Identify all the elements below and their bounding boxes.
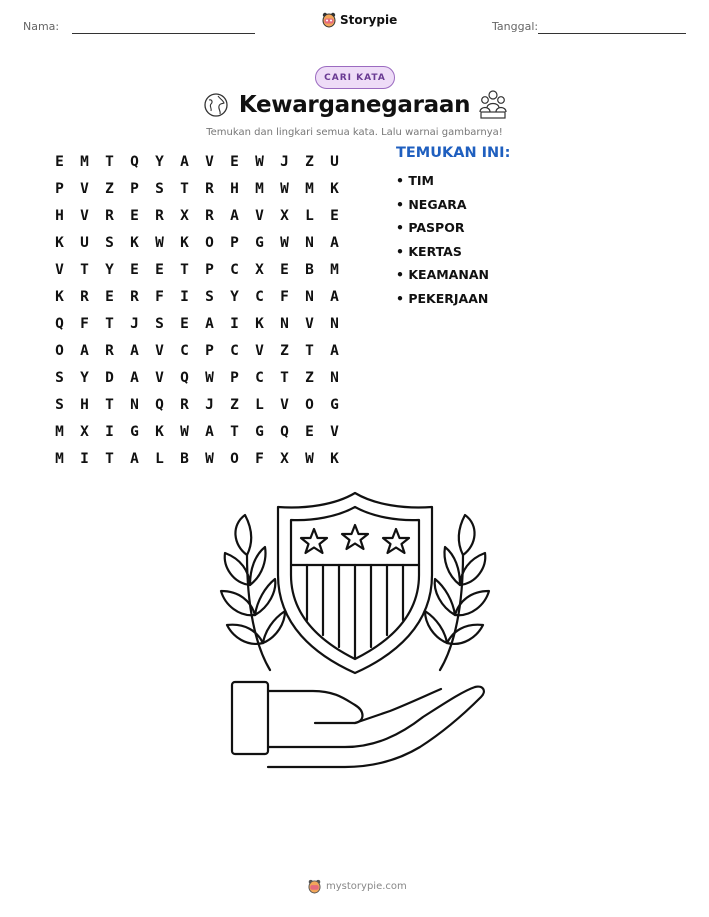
- grid-letter: A: [330, 234, 339, 251]
- grid-letter: N: [305, 288, 314, 305]
- grid-letter: M: [255, 180, 264, 197]
- grid-letter: T: [105, 396, 114, 413]
- grid-letter: P: [205, 342, 214, 359]
- grid-letter: Y: [80, 369, 89, 386]
- storypie-logo-icon: [322, 12, 336, 28]
- grid-letter: R: [105, 342, 114, 359]
- grid-row: [47, 391, 347, 418]
- grid-letter: S: [55, 396, 64, 413]
- grid-letter: A: [130, 342, 139, 359]
- grid-letter: Z: [280, 342, 289, 359]
- word-list-title: TEMUKAN INI:: [396, 145, 511, 161]
- grid-letter: E: [180, 315, 189, 332]
- grid-letter: C: [180, 342, 189, 359]
- grid-letter: B: [180, 450, 189, 467]
- grid-letter: O: [205, 234, 214, 251]
- grid-letter: V: [155, 342, 164, 359]
- grid-letter: A: [130, 450, 139, 467]
- grid-letter: P: [230, 234, 239, 251]
- grid-letter: W: [255, 153, 264, 170]
- word-list-item: • KEAMANAN: [396, 267, 489, 282]
- name-label: Nama:: [23, 20, 60, 33]
- grid-letter: X: [255, 261, 264, 278]
- grid-letter: P: [130, 180, 139, 197]
- grid-row: [47, 229, 347, 256]
- grid-letter: Q: [180, 369, 189, 386]
- grid-letter: Q: [155, 396, 164, 413]
- grid-letter: K: [330, 450, 339, 467]
- grid-letter: S: [155, 315, 164, 332]
- word-list-item: • KERTAS: [396, 243, 462, 259]
- grid-letter: S: [205, 288, 214, 305]
- grid-letter: E: [105, 288, 114, 305]
- grid-letter: I: [105, 423, 114, 440]
- grid-letter: E: [280, 261, 289, 278]
- grid-letter: R: [205, 207, 214, 224]
- grid-letter: W: [205, 450, 214, 467]
- grid-letter: Z: [305, 153, 314, 170]
- word-list-item: • TIM: [396, 173, 434, 188]
- grid-row: [47, 337, 347, 364]
- grid-letter: G: [255, 423, 264, 440]
- grid-letter: U: [80, 234, 89, 251]
- grid-letter: V: [330, 423, 339, 440]
- grid-row: [47, 418, 347, 445]
- grid-letter: K: [255, 315, 264, 332]
- grid-letter: X: [280, 207, 289, 224]
- grid-letter: A: [230, 207, 239, 224]
- grid-letter: N: [130, 396, 139, 413]
- grid-letter: R: [80, 288, 89, 305]
- word-list-item: • PEKERJAAN: [396, 290, 489, 306]
- word-list-item: • PASPOR: [396, 220, 465, 235]
- grid-letter: V: [80, 180, 89, 197]
- grid-letter: P: [230, 369, 239, 386]
- grid-letter: I: [230, 315, 239, 332]
- grid-letter: A: [205, 315, 214, 332]
- grid-letter: W: [155, 234, 164, 251]
- grid-letter: F: [255, 450, 264, 467]
- grid-row: [47, 364, 347, 391]
- citizenship-shield-illustration: [195, 485, 515, 775]
- name-line: [72, 33, 255, 34]
- grid-letter: V: [280, 396, 289, 413]
- grid-letter: F: [280, 288, 289, 305]
- grid-letter: L: [155, 450, 164, 467]
- grid-letter: T: [105, 450, 114, 467]
- grid-letter: G: [330, 396, 339, 413]
- brand-name: Storypie: [340, 13, 398, 27]
- grid-letter: J: [280, 153, 289, 170]
- grid-letter: E: [55, 153, 64, 170]
- grid-letter: A: [205, 423, 214, 440]
- grid-letter: W: [305, 450, 314, 467]
- grid-letter: M: [55, 423, 64, 440]
- grid-letter: Y: [105, 261, 114, 278]
- grid-letter: M: [330, 261, 339, 278]
- grid-letter: W: [205, 369, 214, 386]
- grid-letter: U: [330, 153, 339, 170]
- grid-letter: S: [105, 234, 114, 251]
- instructions: Temukan dan lingkari semua kata. Lalu warnai gambarnya!: [206, 127, 503, 138]
- grid-row: [47, 445, 347, 472]
- grid-letter: P: [55, 180, 64, 197]
- word-list-item: • NEGARA: [396, 196, 467, 212]
- grid-letter: P: [205, 261, 214, 278]
- grid-letter: I: [80, 450, 89, 467]
- grid-letter: R: [180, 396, 189, 413]
- grid-letter: A: [330, 342, 339, 359]
- grid-letter: Q: [280, 423, 289, 440]
- grid-letter: L: [305, 207, 314, 224]
- grid-letter: T: [80, 261, 89, 278]
- grid-letter: N: [305, 234, 314, 251]
- grid-letter: H: [55, 207, 64, 224]
- storypie-logo-icon: [308, 879, 321, 894]
- grid-letter: T: [180, 261, 189, 278]
- page-title: Kewarganegaraan: [238, 92, 471, 118]
- brand: [322, 12, 397, 28]
- grid-row: [47, 202, 347, 229]
- grid-letter: A: [180, 153, 189, 170]
- word-search-grid: [47, 148, 347, 472]
- grid-letter: K: [55, 288, 64, 305]
- grid-letter: T: [105, 153, 114, 170]
- grid-letter: T: [105, 315, 114, 332]
- grid-letter: R: [105, 207, 114, 224]
- grid-letter: S: [55, 369, 64, 386]
- grid-letter: N: [330, 369, 339, 386]
- grid-row: [47, 175, 347, 202]
- grid-letter: K: [155, 423, 164, 440]
- grid-letter: V: [255, 207, 264, 224]
- grid-letter: D: [105, 369, 114, 386]
- grid-letter: C: [230, 261, 239, 278]
- grid-letter: O: [230, 450, 239, 467]
- grid-letter: M: [80, 153, 89, 170]
- grid-letter: J: [205, 396, 214, 413]
- grid-letter: T: [180, 180, 189, 197]
- grid-letter: G: [130, 423, 139, 440]
- grid-letter: T: [230, 423, 239, 440]
- grid-row: [47, 148, 347, 175]
- grid-letter: E: [130, 261, 139, 278]
- grid-letter: Y: [155, 153, 164, 170]
- footer-url: mystorypie.com: [326, 881, 407, 892]
- grid-letter: C: [230, 342, 239, 359]
- grid-letter: W: [280, 180, 289, 197]
- grid-letter: X: [180, 207, 189, 224]
- grid-row: [47, 310, 347, 337]
- grid-letter: Z: [105, 180, 114, 197]
- grid-letter: A: [330, 288, 339, 305]
- grid-letter: R: [205, 180, 214, 197]
- grid-row: [47, 283, 347, 310]
- grid-letter: E: [330, 207, 339, 224]
- grid-letter: T: [280, 369, 289, 386]
- grid-letter: Q: [55, 315, 64, 332]
- grid-letter: O: [305, 396, 314, 413]
- grid-letter: K: [180, 234, 189, 251]
- grid-letter: E: [230, 153, 239, 170]
- grid-letter: G: [255, 234, 264, 251]
- grid-letter: K: [330, 180, 339, 197]
- date-label: Tanggal:: [492, 20, 539, 33]
- grid-letter: V: [80, 207, 89, 224]
- grid-letter: M: [55, 450, 64, 467]
- grid-letter: Z: [230, 396, 239, 413]
- grid-letter: W: [280, 234, 289, 251]
- word-list: [396, 172, 489, 313]
- grid-letter: F: [80, 315, 89, 332]
- people-group-icon: [477, 88, 509, 120]
- grid-letter: V: [305, 315, 314, 332]
- grid-letter: A: [80, 342, 89, 359]
- grid-letter: H: [80, 396, 89, 413]
- grid-letter: O: [55, 342, 64, 359]
- grid-row: [47, 256, 347, 283]
- grid-letter: N: [280, 315, 289, 332]
- grid-letter: E: [130, 207, 139, 224]
- date-line: [538, 33, 686, 34]
- activity-badge: CARI KATA: [315, 66, 395, 89]
- grid-letter: R: [130, 288, 139, 305]
- grid-letter: Q: [130, 153, 139, 170]
- grid-letter: K: [130, 234, 139, 251]
- grid-letter: J: [130, 315, 139, 332]
- grid-letter: R: [155, 207, 164, 224]
- grid-letter: X: [80, 423, 89, 440]
- grid-letter: V: [55, 261, 64, 278]
- grid-letter: T: [305, 342, 314, 359]
- grid-letter: V: [155, 369, 164, 386]
- grid-letter: L: [255, 396, 264, 413]
- grid-letter: S: [155, 180, 164, 197]
- grid-letter: H: [230, 180, 239, 197]
- grid-letter: V: [205, 153, 214, 170]
- grid-letter: V: [255, 342, 264, 359]
- grid-letter: X: [280, 450, 289, 467]
- grid-letter: C: [255, 288, 264, 305]
- grid-letter: Z: [305, 369, 314, 386]
- grid-letter: W: [180, 423, 189, 440]
- grid-letter: E: [155, 261, 164, 278]
- grid-letter: F: [155, 288, 164, 305]
- grid-letter: C: [255, 369, 264, 386]
- grid-letter: E: [305, 423, 314, 440]
- grid-letter: N: [330, 315, 339, 332]
- footer: [308, 879, 407, 894]
- grid-letter: A: [130, 369, 139, 386]
- grid-letter: K: [55, 234, 64, 251]
- grid-letter: I: [180, 288, 189, 305]
- grid-letter: M: [305, 180, 314, 197]
- grid-letter: B: [305, 261, 314, 278]
- grid-letter: Y: [230, 288, 239, 305]
